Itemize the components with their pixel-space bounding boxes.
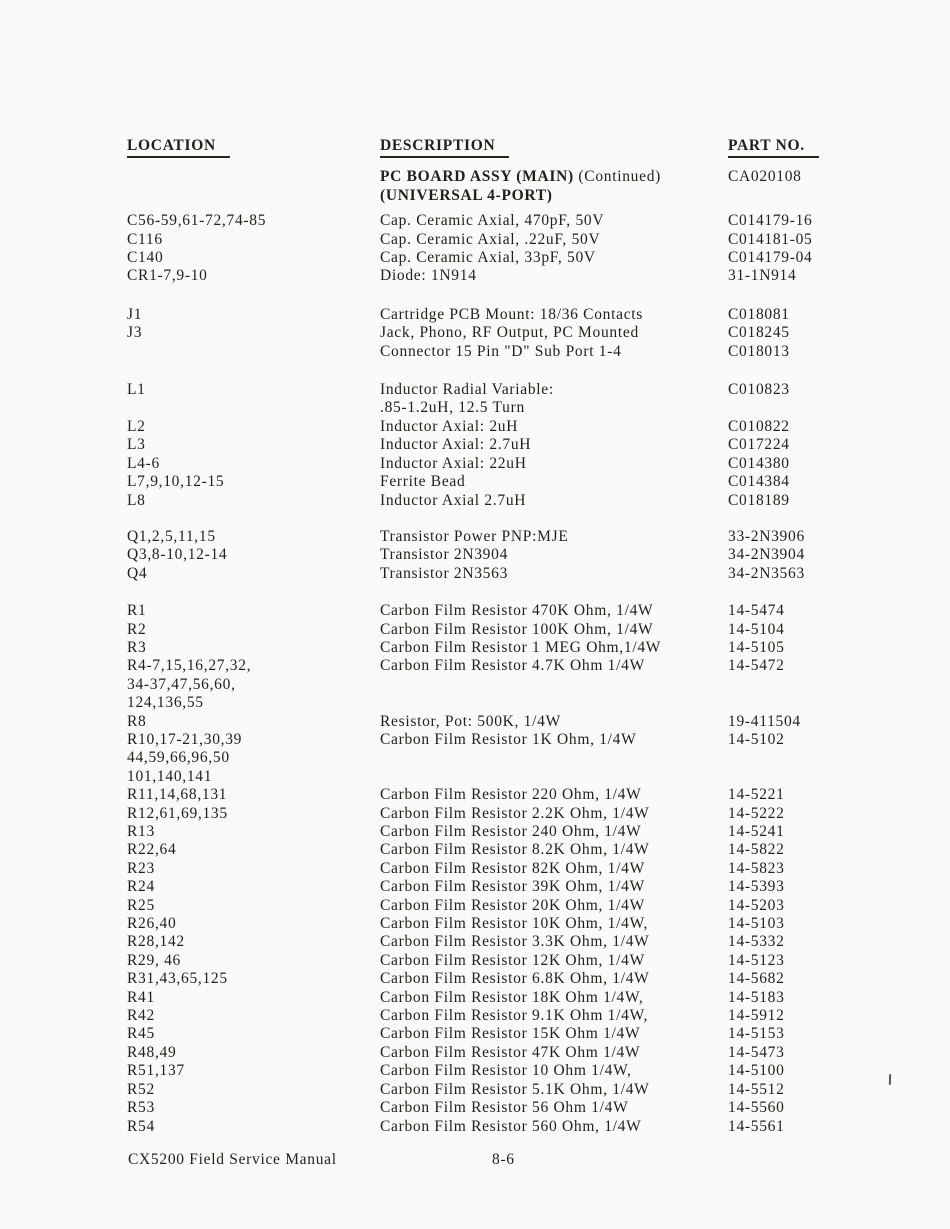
location-cell: 44,59,66,96,50 bbox=[127, 749, 230, 767]
location-cell: R26,40 bbox=[127, 915, 177, 933]
column-header-part: PART NO. bbox=[728, 137, 819, 158]
table-row bbox=[127, 989, 847, 1007]
table-group bbox=[127, 306, 847, 361]
column-header-description-wrap bbox=[380, 137, 728, 158]
location-cell: Q3,8-10,12-14 bbox=[127, 546, 228, 564]
location-cell: C116 bbox=[127, 230, 163, 248]
column-header-location: LOCATION bbox=[127, 137, 230, 158]
description-cell: Transistor 2N3904 bbox=[380, 546, 509, 564]
table-row bbox=[127, 492, 847, 510]
location-cell: CR1-7,9-10 bbox=[127, 267, 208, 285]
description-cell: Cartridge PCB Mount: 18/36 Contacts bbox=[380, 305, 644, 323]
table-row bbox=[127, 1118, 847, 1136]
location-cell: R53 bbox=[127, 1099, 155, 1117]
part-number-cell: 19-411504 bbox=[728, 712, 801, 730]
description-cell: Carbon Film Resistor 6.8K Ohm, 1/4W bbox=[380, 970, 650, 988]
location-cell: C56-59,61-72,74-85 bbox=[127, 212, 267, 230]
table-row bbox=[127, 970, 847, 988]
description-cell: Carbon Film Resistor 1K Ohm, 1/4W bbox=[380, 730, 637, 748]
part-number-cell: 14-5393 bbox=[728, 878, 785, 896]
part-number-cell: 33-2N3906 bbox=[728, 527, 805, 545]
part-number-cell: 14-5472 bbox=[728, 657, 785, 675]
location-cell: L4-6 bbox=[127, 454, 160, 472]
description-cell: Carbon Film Resistor 1 MEG Ohm,1/4W bbox=[380, 638, 662, 656]
table-header-row bbox=[127, 137, 847, 158]
description-cell: Carbon Film Resistor 56 Ohm 1/4W bbox=[380, 1099, 629, 1117]
description-cell: Carbon Film Resistor 4.7K Ohm 1/4W bbox=[380, 657, 645, 675]
description-cell: Carbon Film Resistor 240 Ohm, 1/4W bbox=[380, 823, 642, 840]
footer-page-number: 8-6 bbox=[492, 1151, 515, 1168]
location-cell: R11,14,68,131 bbox=[127, 786, 228, 804]
description-cell: Cap. Ceramic Axial, .22uF, 50V bbox=[380, 230, 601, 248]
table-row bbox=[127, 1062, 847, 1080]
table-row bbox=[127, 731, 847, 749]
table-row bbox=[127, 676, 847, 694]
table-row bbox=[127, 436, 847, 454]
parts-list bbox=[127, 137, 847, 1136]
location-cell: R25 bbox=[127, 896, 155, 914]
table-row bbox=[127, 933, 847, 951]
part-number-cell: 14-5221 bbox=[728, 786, 785, 804]
table-row bbox=[127, 823, 847, 841]
location-cell: R22,64 bbox=[127, 841, 177, 859]
part-number-cell: 14-5332 bbox=[728, 933, 785, 951]
part-number-cell: C010823 bbox=[728, 381, 790, 399]
table-row bbox=[127, 324, 847, 342]
description-cell: Carbon Film Resistor 9.1K Ohm 1/4W, bbox=[380, 1007, 649, 1025]
table-row bbox=[127, 694, 847, 712]
location-cell bbox=[127, 168, 380, 186]
part-number-cell: 14-5102 bbox=[728, 730, 785, 748]
location-cell bbox=[127, 399, 380, 417]
description-cell: Ferrite Bead bbox=[380, 473, 466, 491]
part-number-cell bbox=[728, 749, 847, 767]
column-header-part-wrap bbox=[728, 137, 847, 158]
table-row bbox=[127, 713, 847, 731]
description-cell: (UNIVERSAL 4-PORT) bbox=[380, 186, 553, 204]
location-cell: J1 bbox=[127, 305, 143, 323]
description-cell bbox=[380, 694, 728, 712]
table-row bbox=[127, 231, 847, 249]
table-row bbox=[127, 621, 847, 639]
table-row bbox=[127, 860, 847, 878]
description-cell: Inductor Axial: 22uH bbox=[380, 454, 527, 472]
description-cell: Transistor Power PNP:MJE bbox=[380, 527, 569, 545]
table-row bbox=[127, 381, 847, 399]
part-number-cell: 14-5183 bbox=[728, 988, 785, 1006]
part-number-cell: 14-5104 bbox=[728, 620, 785, 638]
part-number-cell: 14-5912 bbox=[728, 1007, 785, 1025]
table-row bbox=[127, 212, 847, 230]
table-row bbox=[127, 168, 847, 186]
table-row bbox=[127, 455, 847, 473]
table-row bbox=[127, 657, 847, 675]
part-number-cell: 14-5822 bbox=[728, 841, 785, 859]
part-number-cell: C014179-16 bbox=[728, 212, 813, 230]
part-number-cell: CA020108 bbox=[728, 168, 802, 186]
part-number-cell: 14-5105 bbox=[728, 638, 785, 656]
table-row bbox=[127, 841, 847, 859]
part-number-cell: 14-5561 bbox=[728, 1117, 785, 1135]
location-cell: 34-37,47,56,60, bbox=[127, 675, 236, 693]
part-number-cell: 14-5241 bbox=[728, 823, 785, 840]
description-cell: Carbon Film Resistor 2.2K Ohm, 1/4W bbox=[380, 804, 650, 822]
part-number-cell: 14-5474 bbox=[728, 602, 785, 620]
location-cell: R23 bbox=[127, 859, 155, 877]
description-cell: Connector 15 Pin "D" Sub Port 1-4 bbox=[380, 342, 622, 360]
table-row bbox=[127, 1081, 847, 1099]
table-row bbox=[127, 749, 847, 767]
table-row bbox=[127, 565, 847, 583]
part-number-cell bbox=[728, 676, 847, 694]
table-row bbox=[127, 639, 847, 657]
table-row bbox=[127, 343, 847, 361]
part-number-cell: C018245 bbox=[728, 324, 790, 342]
location-cell: L8 bbox=[127, 491, 146, 509]
description-cell bbox=[380, 676, 728, 694]
location-cell: 124,136,55 bbox=[127, 694, 204, 712]
location-cell: R12,61,69,135 bbox=[127, 804, 228, 822]
table-row bbox=[127, 1044, 847, 1062]
table-row bbox=[127, 768, 847, 786]
location-cell: R3 bbox=[127, 638, 147, 656]
part-number-cell: 14-5682 bbox=[728, 970, 785, 988]
part-number-cell: C014384 bbox=[728, 473, 790, 491]
table-row bbox=[127, 805, 847, 823]
description-cell: Jack, Phono, RF Output, PC Mounted bbox=[380, 324, 639, 342]
location-cell: R13 bbox=[127, 823, 155, 840]
table-row bbox=[127, 187, 847, 205]
location-cell: 101,140,141 bbox=[127, 767, 213, 785]
table-row bbox=[127, 1025, 847, 1043]
part-number-cell: 14-5823 bbox=[728, 859, 785, 877]
description-cell: Carbon Film Resistor 220 Ohm, 1/4W bbox=[380, 786, 642, 804]
table-row bbox=[127, 528, 847, 546]
location-cell: Q1,2,5,11,15 bbox=[127, 527, 216, 545]
location-cell: R41 bbox=[127, 988, 155, 1006]
location-cell: R54 bbox=[127, 1117, 155, 1135]
location-cell: L3 bbox=[127, 436, 146, 454]
location-cell: L2 bbox=[127, 417, 146, 435]
description-cell bbox=[380, 749, 728, 767]
location-cell: R28,142 bbox=[127, 933, 185, 951]
description-cell: Resistor, Pot: 500K, 1/4W bbox=[380, 712, 561, 730]
table-row bbox=[127, 399, 847, 417]
column-header-location-wrap bbox=[127, 137, 380, 158]
part-number-cell: 14-5100 bbox=[728, 1062, 785, 1080]
table-group bbox=[127, 168, 847, 205]
description-cell: Carbon Film Resistor 560 Ohm, 1/4W bbox=[380, 1117, 642, 1135]
description-cell: Carbon Film Resistor 3.3K Ohm, 1/4W bbox=[380, 933, 650, 951]
description-cell: Carbon Film Resistor 470K Ohm, 1/4W bbox=[380, 602, 654, 620]
description-cell: Carbon Film Resistor 15K Ohm 1/4W bbox=[380, 1025, 641, 1043]
description-cell: Diode: 1N914 bbox=[380, 267, 477, 285]
description-cell: Transistor 2N3563 bbox=[380, 564, 509, 582]
description-cell: Carbon Film Resistor 47K Ohm 1/4W bbox=[380, 1043, 641, 1061]
location-cell bbox=[127, 187, 380, 205]
part-number-cell: 34-2N3904 bbox=[728, 546, 805, 564]
description-cell: Inductor Radial Variable: bbox=[380, 381, 554, 399]
location-cell: R31,43,65,125 bbox=[127, 970, 228, 988]
description-cell: Cap. Ceramic Axial, 470pF, 50V bbox=[380, 212, 605, 230]
part-number-cell: C017224 bbox=[728, 436, 790, 454]
part-number-cell: C014181-05 bbox=[728, 230, 813, 248]
part-number-cell: 31-1N914 bbox=[728, 267, 797, 285]
table-row bbox=[127, 915, 847, 933]
table-row bbox=[127, 306, 847, 324]
part-number-cell: 14-5560 bbox=[728, 1099, 785, 1117]
location-cell: R1 bbox=[127, 602, 147, 620]
location-cell: R52 bbox=[127, 1080, 155, 1098]
description-cell: Inductor Axial: 2.7uH bbox=[380, 436, 532, 454]
location-cell: R45 bbox=[127, 1025, 155, 1043]
table-row bbox=[127, 267, 847, 285]
table-group bbox=[127, 528, 847, 583]
description-cell bbox=[380, 768, 728, 786]
part-number-cell: C014380 bbox=[728, 454, 790, 472]
description-cell: Inductor Axial: 2uH bbox=[380, 417, 519, 435]
part-number-cell: 34-2N3563 bbox=[728, 564, 805, 582]
part-number-cell: C018189 bbox=[728, 491, 790, 509]
part-number-cell bbox=[728, 399, 847, 417]
description-cell: Carbon Film Resistor 18K Ohm 1/4W, bbox=[380, 988, 644, 1006]
description-cell: Carbon Film Resistor 20K Ohm, 1/4W bbox=[380, 896, 645, 914]
table-group bbox=[127, 212, 847, 286]
location-cell: R2 bbox=[127, 620, 147, 638]
part-number-cell: 14-5512 bbox=[728, 1080, 785, 1098]
location-cell: R8 bbox=[127, 712, 147, 730]
part-number-cell: C018081 bbox=[728, 305, 790, 323]
description-cell: .85-1.2uH, 12.5 Turn bbox=[380, 399, 525, 417]
part-number-cell: C010822 bbox=[728, 417, 790, 435]
location-cell: L1 bbox=[127, 381, 146, 399]
table-row bbox=[127, 473, 847, 491]
table-row bbox=[127, 1007, 847, 1025]
footer-manual-title: CX5200 Field Service Manual bbox=[128, 1151, 337, 1168]
location-cell: C140 bbox=[127, 249, 164, 267]
location-cell: R24 bbox=[127, 878, 155, 896]
part-number-cell bbox=[728, 694, 847, 712]
table-row bbox=[127, 878, 847, 896]
location-cell: R29, 46 bbox=[127, 951, 181, 969]
description-cell: Inductor Axial 2.7uH bbox=[380, 491, 527, 509]
description-cell: Carbon Film Resistor 10K Ohm, 1/4W, bbox=[380, 915, 649, 933]
description-cell: Carbon Film Resistor 10 Ohm 1/4W, bbox=[380, 1062, 632, 1080]
description-cell: Carbon Film Resistor 12K Ohm, 1/4W bbox=[380, 951, 645, 969]
location-cell: R48,49 bbox=[127, 1043, 177, 1061]
description-cell: Carbon Film Resistor 82K Ohm, 1/4W bbox=[380, 859, 645, 877]
table-row bbox=[127, 952, 847, 970]
part-number-cell: C018013 bbox=[728, 342, 790, 360]
description-cell: Carbon Film Resistor 5.1K Ohm, 1/4W bbox=[380, 1080, 650, 1098]
part-number-cell: 14-5473 bbox=[728, 1043, 785, 1061]
table-row bbox=[127, 897, 847, 915]
table-row bbox=[127, 1099, 847, 1117]
part-number-cell: 14-5153 bbox=[728, 1025, 785, 1043]
part-number-cell: 14-5103 bbox=[728, 915, 785, 933]
location-cell: L7,9,10,12-15 bbox=[127, 473, 225, 491]
location-cell: R42 bbox=[127, 1007, 155, 1025]
table-group bbox=[127, 381, 847, 510]
table-row bbox=[127, 418, 847, 436]
location-cell: J3 bbox=[127, 324, 143, 342]
location-cell: R10,17-21,30,39 bbox=[127, 730, 243, 748]
description-cell: Carbon Film Resistor 39K Ohm, 1/4W bbox=[380, 878, 645, 896]
location-cell bbox=[127, 343, 380, 361]
parts-table-body bbox=[127, 168, 847, 1136]
part-number-cell: 14-5222 bbox=[728, 804, 785, 822]
part-number-cell bbox=[728, 187, 847, 205]
table-group bbox=[127, 602, 847, 1136]
location-cell: R51,137 bbox=[127, 1062, 185, 1080]
table-row bbox=[127, 249, 847, 267]
part-number-cell: 14-5123 bbox=[728, 951, 785, 969]
scan-artifact-mark bbox=[889, 1074, 891, 1085]
part-number-cell: 14-5203 bbox=[728, 896, 785, 914]
column-header-description: DESCRIPTION bbox=[380, 137, 509, 158]
table-row bbox=[127, 602, 847, 620]
part-number-cell: C014179-04 bbox=[728, 249, 813, 267]
description-cell: Carbon Film Resistor 100K Ohm, 1/4W bbox=[380, 620, 654, 638]
location-cell: R4-7,15,16,27,32, bbox=[127, 657, 252, 675]
description-cell: PC BOARD ASSY (MAIN) (Continued) bbox=[380, 168, 662, 186]
description-cell: Carbon Film Resistor 8.2K Ohm, 1/4W bbox=[380, 841, 650, 859]
table-row bbox=[127, 786, 847, 804]
description-cell: Cap. Ceramic Axial, 33pF, 50V bbox=[380, 249, 596, 267]
part-number-cell bbox=[728, 768, 847, 786]
location-cell: Q4 bbox=[127, 564, 148, 582]
table-row bbox=[127, 546, 847, 564]
